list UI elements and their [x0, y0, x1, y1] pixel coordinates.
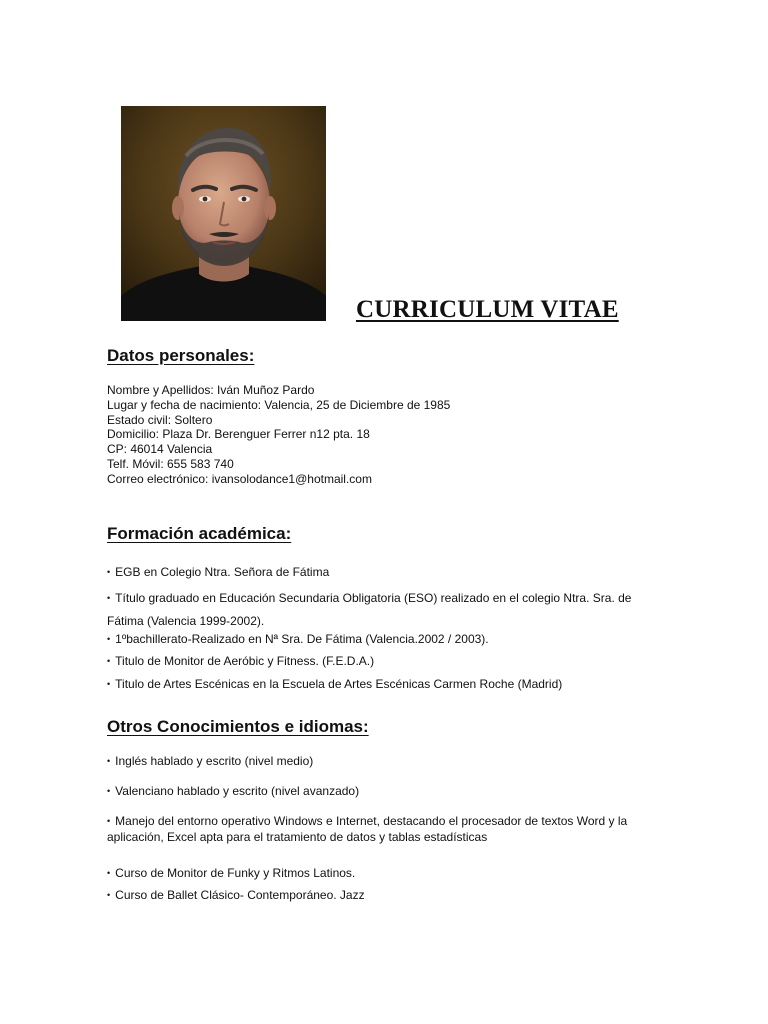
- personal-birth: Lugar y fecha de nacimiento: Valencia, 25 de Diciembre de 1985: [107, 397, 451, 412]
- section-heading-other: Otros Conocimientos e idiomas:: [107, 717, 369, 736]
- list-item: • Curso de Ballet Clásico- Contemporáneo. Jazz: [107, 888, 365, 902]
- bullet-icon: •: [107, 816, 111, 826]
- section-heading-personal: Datos personales:: [107, 346, 255, 365]
- profile-photo: [121, 106, 326, 321]
- personal-postal-code: CP: 46014 Valencia: [107, 442, 213, 457]
- bullet-icon: •: [107, 567, 111, 577]
- personal-address: Domicilio: Plaza Dr. Berenguer Ferrer n12 pta. 18: [107, 427, 370, 442]
- bullet-icon: •: [107, 786, 111, 796]
- list-item: • Título graduado en Educación Secundaria Obligatoria (ESO) realizado en el colegio Ntra. Sra. de Fátima (Valencia 1999-2002).: [107, 591, 632, 628]
- list-item: • 1ºbachillerato-Realizado en Nª Sra. De Fátima (Valencia.2002 / 2003).: [107, 632, 489, 646]
- bullet-icon: •: [107, 868, 111, 878]
- personal-info: [107, 383, 450, 487]
- personal-name: Nombre y Apellidos: Iván Muñoz Pardo: [107, 383, 315, 397]
- personal-phone: Telf. Móvil: 655 583 740: [107, 456, 234, 471]
- list-item: • Inglés hablado y escrito (nivel medio): [107, 754, 314, 768]
- list-item: • EGB en Colegio Ntra. Señora de Fátima: [107, 565, 330, 579]
- list-item: • Curso de Monitor de Funky y Ritmos Latinos.: [107, 866, 356, 880]
- bullet-icon: •: [107, 890, 111, 900]
- personal-email: Correo electrónico: ivansolodance1@hotmail.com: [107, 471, 372, 486]
- personal-civil-status: Estado civil: Soltero: [107, 412, 213, 427]
- portrait-image: [121, 106, 326, 321]
- bullet-icon: •: [107, 634, 111, 644]
- list-item: • Titulo de Monitor de Aeróbic y Fitness. (F.E.D.A.): [107, 654, 375, 668]
- list-item: • Valenciano hablado y escrito (nivel avanzado): [107, 784, 360, 798]
- list-item: • Manejo del entorno operativo Windows e Internet, destacando el procesador de textos Word y la aplicación, Excel apta para el tratamiento de datos y tablas estadísticas: [107, 814, 628, 844]
- document-title: CURRICULUM VITAE: [356, 296, 619, 323]
- bullet-icon: •: [107, 679, 111, 689]
- list-item: • Titulo de Artes Escénicas en la Escuela de Artes Escénicas Carmen Roche (Madrid): [107, 677, 563, 691]
- bullet-icon: •: [107, 656, 111, 666]
- section-heading-education: Formación académica:: [107, 524, 292, 543]
- bullet-icon: •: [107, 756, 111, 766]
- bullet-icon: •: [107, 593, 111, 603]
